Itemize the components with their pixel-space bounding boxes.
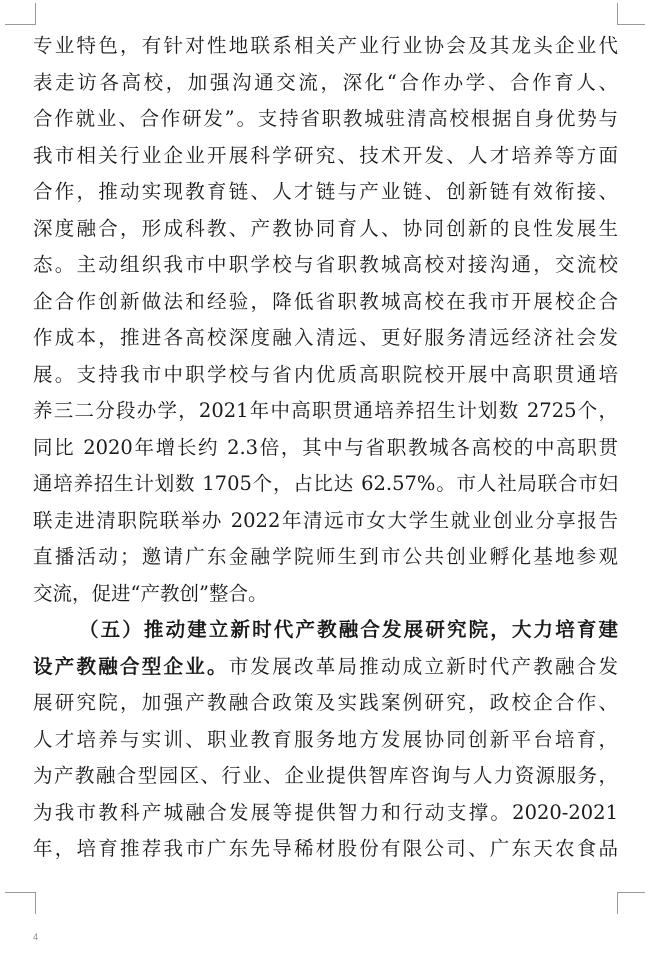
page-number: 4	[33, 932, 39, 942]
text-line: 深度融合，形成科教、产教协同育人、协同创新的良性发展生	[33, 216, 618, 240]
text-line: 年，培育推荐我市广东先导稀材股份有限公司、广东天农食品	[33, 837, 618, 860]
text-line: 我市相关行业企业开展科学研究、技术开发、人才培养等方面	[33, 143, 618, 167]
text-line: 合作，推动实现教育链、人才链与产业链、创新链有效衔接、	[33, 180, 618, 203]
text-line: 展。支持我市中职学校与省内优质高职院校开展中高职贯通培	[33, 362, 618, 386]
document-body	[33, 28, 618, 868]
text-span: 市发展改革局推动成立新时代产教融合发	[228, 654, 618, 678]
text-line: 为产教融合型园区、行业、企业提供智库咨询与人力资源服务，	[33, 764, 618, 787]
section-paragraph	[33, 612, 618, 868]
text-line: 人才培养与实训、职业教育服务地方发展协同创新平台培育，	[33, 727, 618, 751]
text-line: 专业特色，有针对性地联系相关产业行业协会及其龙头企业代	[33, 34, 618, 57]
text-line: 交流，促进“产教创”整合。	[33, 581, 268, 605]
section-heading: （五）推动建立新时代产教融合发展研究院，大力培育建	[79, 618, 618, 641]
text-line: 养三二分段办学，2021年中高职贯通培养招生计划数 2725个，	[33, 399, 618, 422]
text-line: 联走进清职院联举办 2022年清远市女大学生就业创业分享报告	[33, 508, 618, 532]
text-line: 表走访各高校，加强沟通交流，深化“合作办学、合作育人、	[33, 70, 618, 94]
text-line: 态。主动组织我市中职学校与省职教城高校对接沟通，交流校	[33, 253, 618, 276]
section-heading-continued: 设产教融合型企业。	[33, 654, 229, 678]
text-line: 合作就业、合作研发”。支持省职教城驻清高校根据自身优势与	[33, 107, 618, 130]
text-line: 展研究院，加强产教融合政策及实践案例研究，政校企合作、	[33, 691, 618, 714]
text-line	[33, 649, 618, 686]
paragraph	[33, 28, 618, 612]
text-line: 直播活动；邀请广东金融学院师生到市公共创业孵化基地参观	[33, 545, 618, 568]
text-line: 同比 2020年增长约 2.3倍，其中与省职教城各高校的中高职贯	[33, 435, 618, 459]
text-line: 企合作创新做法和经验，降低省职教城高校在我市开展校企合	[33, 289, 618, 313]
text-line: 作成本，推进各高校深度融入清远、更好服务清远经济社会发	[33, 326, 618, 349]
text-line: 通培养招生计划数 1705个，占比达 62.57%。市人社局联合市妇	[33, 472, 618, 495]
text-line: 为我市教科产城融合发展等提供智力和行动支撑。2020-2021	[33, 800, 618, 824]
